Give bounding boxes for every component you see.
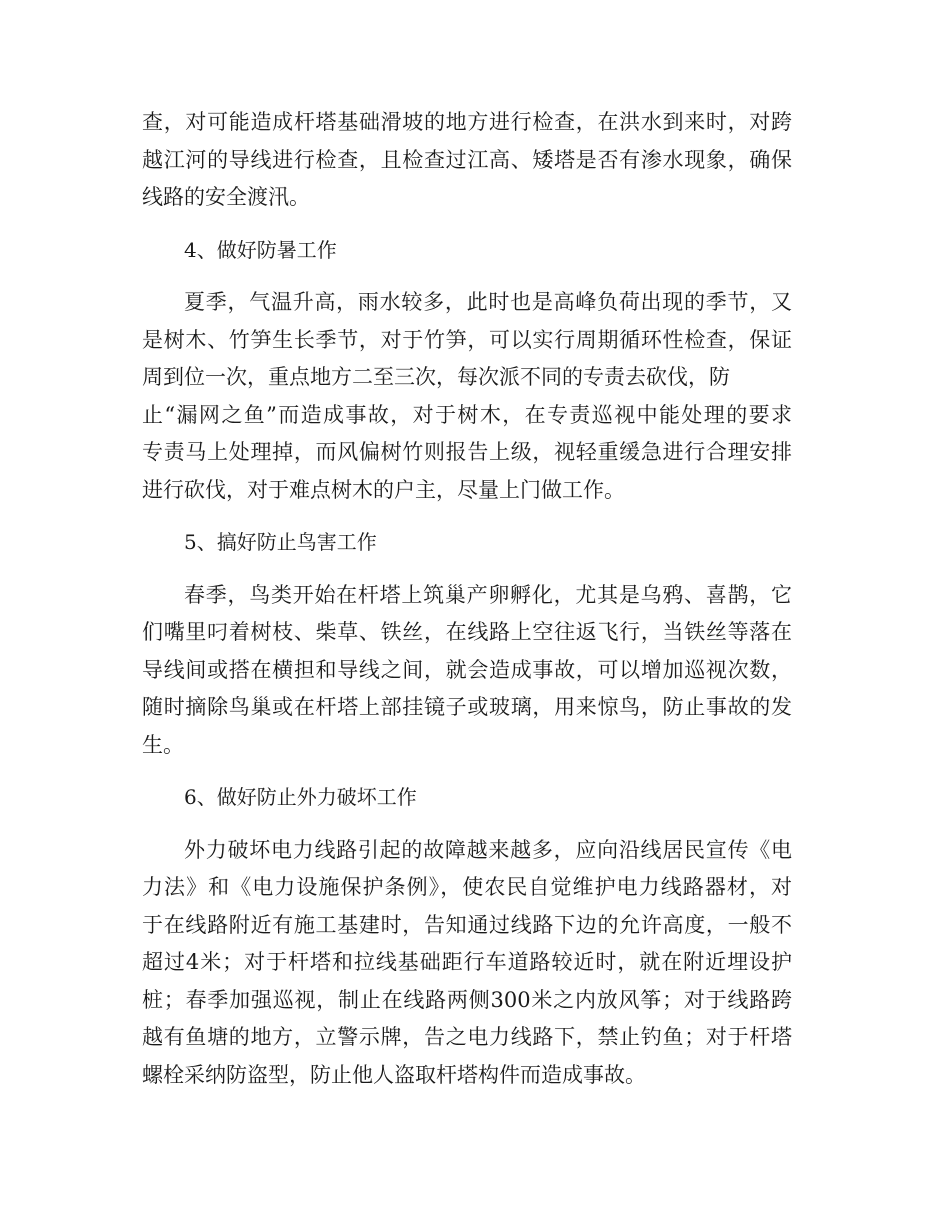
- paragraph-continuation: [142, 104, 792, 217]
- text-line: 螺栓采纳防盗型，防止他人盗取杆塔构件而造成事故。: [142, 1062, 646, 1087]
- text-line: 进行砍伐，对于难点树木的户主，尽量上门做工作。: [142, 477, 625, 502]
- text-line: 随时摘除鸟巢或在杆塔上部挂镜子或玻璃，用来惊鸟，防止事故的发: [142, 695, 792, 719]
- text-line: 止“漏网之鱼”而造成事故，对于树木，在专责巡视中能处理的要求: [142, 402, 792, 427]
- section-body-6: [142, 832, 792, 1095]
- section-heading-4: 4、做好防暑工作: [184, 237, 337, 262]
- document-page: [142, 104, 792, 1094]
- text-line: 力法》和《电力设施保护条例》，使农民自觉维护电力线路器材，对: [142, 875, 792, 899]
- text-line: 是树木、竹笋生长季节，对于竹笋，可以实行周期循环性检查，保证: [142, 327, 792, 352]
- text-line: 春季，鸟类开始在杆塔上筑巢产卵孵化，尤其是乌鸦、喜鹊，它: [184, 582, 792, 607]
- text-line: 桩；春季加强巡视，制止在线路两侧300米之内放风筝；对于线路跨: [142, 987, 792, 1012]
- text-line: 外力破坏电力线路引起的故障越来越多，应向沿线居民宣传《电: [184, 837, 792, 862]
- text-line: 查，对可能造成杆塔基础滑坡的地方进行检查，在洪水到来时，对跨: [142, 110, 792, 134]
- text-line: 超过4米；对于杆塔和拉线基础距行车道路较近时，就在附近埋设护: [142, 950, 792, 974]
- section-heading-6: 6、做好防止外力破坏工作: [184, 785, 417, 809]
- text-line: 线路的安全渡汛。: [142, 185, 310, 209]
- text-line: 生。: [142, 732, 184, 757]
- text-line: 专责马上处理掉，而风偏树竹则报告上级，视轻重缓急进行合理安排: [142, 440, 792, 464]
- section-heading-5: 5、搞好防止鸟害工作: [184, 530, 377, 554]
- text-line: 于在线路附近有施工基建时，告知通过线路下边的允许高度，一般不: [142, 912, 792, 937]
- section-body-5: [142, 577, 792, 765]
- text-line: 越江河的导线进行检查，且检查过江高、矮塔是否有渗水现象，确保: [142, 147, 792, 172]
- text-line: 们嘴里叼着树枝、柴草、铁丝，在线路上空往返飞行，当铁丝等落在: [142, 620, 792, 644]
- text-line: 越有鱼塘的地方，立警示牌，告之电力线路下，禁止钓鱼；对于杆塔: [142, 1025, 792, 1049]
- text-line: 周到位一次，重点地方二至三次，每次派不同的专责去砍伐，防: [142, 365, 730, 389]
- section-body-4: [142, 284, 792, 509]
- text-line: 导线间或搭在横担和导线之间，就会造成事故，可以增加巡视次数，: [142, 657, 792, 682]
- text-line: 夏季，气温升高，雨水较多，此时也是高峰负荷出现的季节，又: [184, 290, 792, 314]
